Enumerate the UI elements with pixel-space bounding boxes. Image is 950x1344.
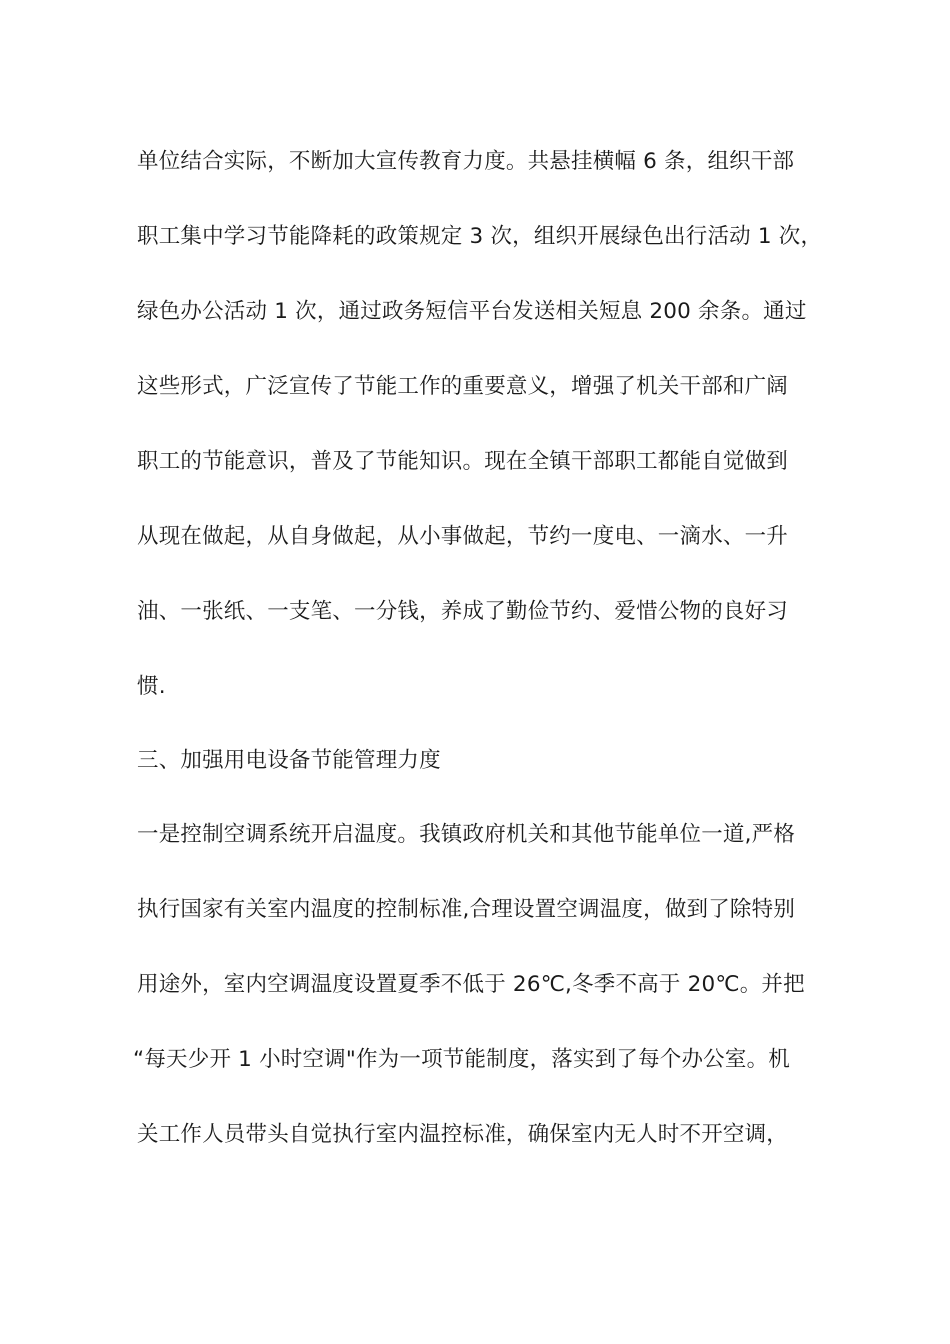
paragraph-line: 用途外，室内空调温度设置夏季不低于 26℃,冬季不高于 20℃。并把 (137, 972, 805, 997)
paragraph-line: 执行国家有关室内温度的控制标准,合理设置空调温度，做到了除特别 (137, 897, 796, 922)
paragraph-line: 单位结合实际，不断加大宣传教育力度。共悬挂横幅 6 条，组织干部 (137, 149, 795, 174)
paragraph-line: 一是控制空调系统开启温度。我镇政府机关和其他节能单位一道,严格 (137, 822, 796, 847)
paragraph-line: 职工集中学习节能降耗的政策规定 3 次，组织开展绿色出行活动 1 次， (137, 224, 823, 249)
paragraph-line: 惯. (137, 674, 166, 699)
paragraph-line: 绿色办公活动 1 次，通过政务短信平台发送相关短息 200 余条。通过 (137, 299, 807, 324)
paragraph-line: 从现在做起，从自身做起，从小事做起，节约一度电、一滴水、一升 (137, 524, 789, 549)
paragraph-line: 职工的节能意识，普及了节能知识。现在全镇干部职工都能自觉做到 (137, 449, 789, 474)
paragraph-line: 油、一张纸、一支笔、一分钱，养成了勤俭节约、爱惜公物的良好习 (137, 599, 789, 624)
paragraph-line: 这些形式，广泛宣传了节能工作的重要意义，增强了机关干部和广阔 (137, 374, 789, 399)
paragraph-line: 关工作人员带头自觉执行室内温控标准，确保室内无人时不开空调， (137, 1122, 789, 1147)
section-heading: 三、加强用电设备节能管理力度 (137, 748, 441, 773)
paragraph-line: “每天少开 1 小时空调"作为一项节能制度，落实到了每个办公室。机 (133, 1047, 790, 1072)
